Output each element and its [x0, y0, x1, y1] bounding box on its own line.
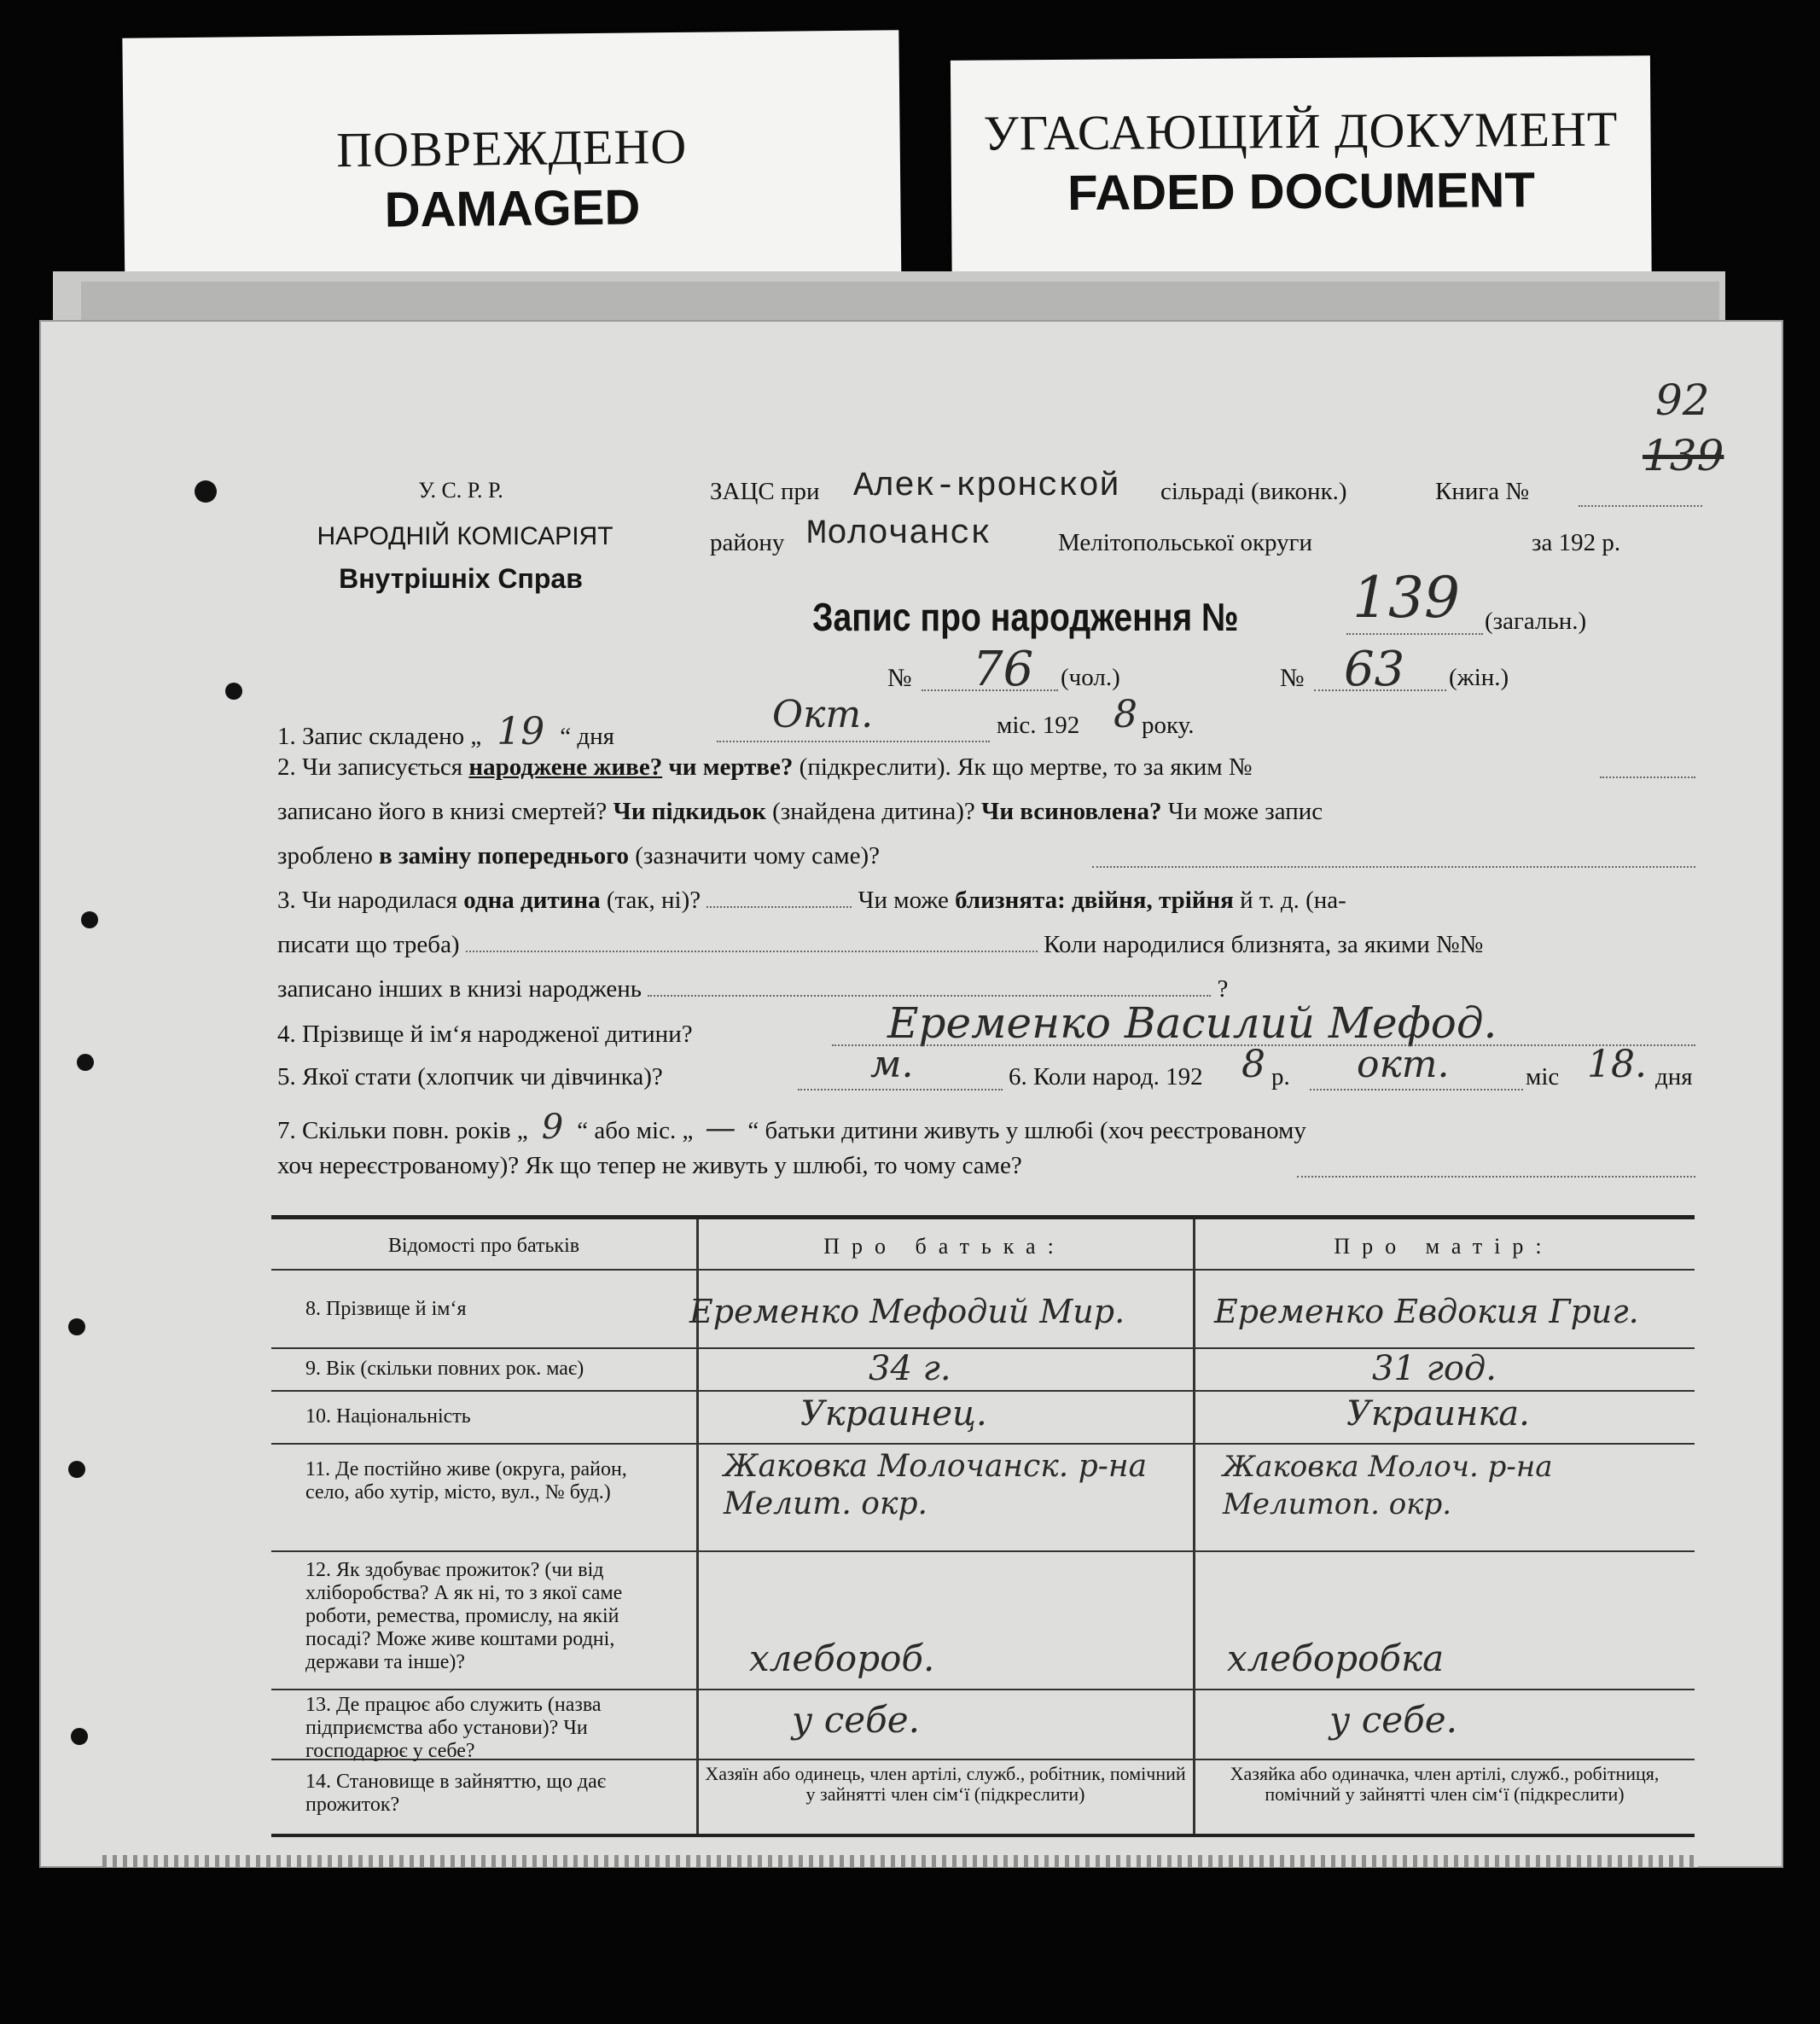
- q5-label: 5. Якої стати (хлопчик чи дівчинка)?: [277, 1063, 663, 1091]
- q2-dead: чи мертве?: [668, 753, 794, 781]
- q1-suffix: міс. 192: [997, 712, 1080, 739]
- record-general-suffix: (загальн.): [1485, 608, 1587, 635]
- q2-line1: [277, 753, 1698, 782]
- faded-label-en: FADED DOCUMENT: [1067, 162, 1536, 221]
- mother-status: Хазяйка або одиначка, член артілі, служб., робітниця, помічний у зайнятті член сім‘ї (підкреслити): [1230, 1763, 1660, 1805]
- child-sex: м.: [870, 1043, 914, 1086]
- record-title: Запис про народження №: [812, 595, 1239, 639]
- q6-label: 6. Коли народ. 192: [1009, 1063, 1203, 1091]
- punch-hole: [68, 1461, 85, 1478]
- female-number-label: №: [1280, 664, 1305, 692]
- q1-year: 8: [1114, 693, 1137, 736]
- commissariat-heading: НАРОДНІЙ КОМІСАРІЯТ: [317, 522, 613, 550]
- table-header-mother: Про матір:: [1334, 1234, 1554, 1259]
- q3-may: Чи може: [858, 887, 949, 914]
- row11-label: 11. Де постійно живе (округа, район, село, або хутір, місто, вул., № буд.): [305, 1458, 627, 1503]
- q3-question-mark: ?: [1217, 975, 1229, 1003]
- q2-reason: (зазначити чому саме)?: [635, 842, 880, 870]
- q2-alive: народжене живе?: [468, 753, 663, 781]
- marriage-months: —: [705, 1111, 736, 1146]
- zags-village: Алек-кронской: [853, 468, 1120, 506]
- q1-month: Окт.: [772, 693, 874, 736]
- punch-hole: [71, 1728, 88, 1745]
- corner-number-top: 92: [1655, 375, 1710, 425]
- row14-label: 14. Становище в зайняттю, що дає прожиток?: [305, 1771, 607, 1816]
- q2-text: 2. Чи записується: [277, 753, 463, 781]
- q2-text-b: (підкреслити). Як що мертве, то за яким №: [799, 753, 1253, 781]
- q2-made: зроблено: [277, 842, 373, 870]
- perforated-edge: [102, 1855, 1698, 1867]
- q2-replacement: в заміну попереднього: [379, 842, 630, 870]
- father-name: Еременко Мефодий Мир.: [689, 1293, 1125, 1330]
- birth-year: 8: [1241, 1043, 1265, 1086]
- q3-others: записано інших в книзі народжень: [277, 975, 642, 1003]
- father-age: 34 г.: [869, 1349, 951, 1388]
- q6-mis: міс: [1526, 1063, 1560, 1091]
- mother-name: Еременко Евдокия Григ.: [1214, 1293, 1639, 1330]
- birth-month: окт.: [1357, 1043, 1450, 1086]
- punch-hole: [77, 1054, 94, 1071]
- damaged-label: [122, 30, 901, 310]
- father-workplace: у себе.: [792, 1699, 920, 1741]
- q7-years-label: 7. Скільки повн. років „: [277, 1117, 528, 1144]
- usrr-heading: У. С. Р. Р.: [418, 478, 503, 503]
- male-number-label: №: [887, 664, 912, 692]
- zags-suffix: сільраді (виконк.): [1160, 478, 1347, 505]
- q1-row: [277, 710, 1698, 753]
- mother-age: 31 год.: [1372, 1349, 1497, 1388]
- female-suffix: (жін.): [1449, 664, 1509, 691]
- q7-not-married: хоч нереєстрованому)? Як що тепер не живуть у шлюбі, то чому саме?: [277, 1152, 1022, 1179]
- corner-number-bottom: 139: [1643, 431, 1724, 480]
- q3-single: одна дитина: [463, 887, 601, 914]
- damaged-label-en: DAMAGED: [384, 179, 641, 238]
- male-number: 76: [973, 642, 1034, 697]
- q3-when-twins: Коли народилися близнята, за якими №№: [1044, 931, 1484, 958]
- internal-affairs-heading: Внутрішніх Справ: [339, 563, 583, 594]
- q3-yes-no: (так, ні)?: [606, 887, 701, 914]
- mother-occupation: хлеборобка: [1227, 1637, 1445, 1679]
- rayon-value: Молочанск: [806, 515, 991, 554]
- q2-found: (знайдена дитина)?: [772, 798, 975, 825]
- q3-etc: й т. д. (на-: [1240, 887, 1346, 914]
- punch-hole: [225, 683, 242, 700]
- q1-day: 19: [497, 710, 545, 753]
- row12-label: 12. Як здобуває прожиток? (чи від хліборобства? А як ні, то з якої саме роботи, ремества, промислу, на якій посаді? Може живе коштами родні, держави та інше)?: [305, 1559, 623, 1673]
- birth-day: 18.: [1587, 1043, 1647, 1086]
- parents-table: [271, 1215, 1695, 1837]
- damaged-label-ru: ПОВРЕЖДЕНО: [335, 118, 688, 178]
- book-label: Книга №: [1435, 478, 1530, 505]
- row9-label: 9. Вік (скільки повних рок. має): [305, 1358, 584, 1380]
- q6-r: р.: [1271, 1063, 1290, 1091]
- mother-nationality: Украинка.: [1346, 1394, 1530, 1434]
- record-number: 139: [1352, 565, 1460, 631]
- father-residence: Жаковка Молочанск. р-на Мелит. окр.: [724, 1449, 1148, 1521]
- q4-label: 4. Прізвище й ім‘я народженої дитини?: [277, 1021, 693, 1048]
- q3-line1: [277, 887, 1698, 915]
- father-occupation: хлебороб.: [749, 1637, 935, 1679]
- punch-hole: [81, 911, 98, 928]
- male-suffix: (чол.): [1061, 664, 1120, 691]
- q1-prefix: 1. Запис складено „: [277, 723, 482, 750]
- father-status: Хазяїн або одинець, член артілі, служб., робітник, помічний у зайнятті член сім‘ї (підкреслити): [705, 1763, 1186, 1805]
- q2-foundling: Чи підкидьок: [613, 798, 766, 825]
- table-header-father: Про батька:: [823, 1234, 1066, 1259]
- q1-end: року.: [1142, 712, 1195, 739]
- row13-label: 13. Де працює або служить (назва підприємства або установи)? Чи господарює у себе?: [305, 1694, 602, 1762]
- q7-line1: [277, 1108, 1698, 1147]
- q7-months-label: “ або міс. „: [577, 1117, 694, 1144]
- father-nationality: Украинец.: [800, 1394, 987, 1434]
- child-name: Еременко Василий Мефод.: [887, 998, 1497, 1048]
- faded-label-ru: УГАСАЮЩИЙ ДОКУМЕНТ: [983, 101, 1619, 161]
- q7-marriage-text: “ батьки дитини живуть у шлюбі (хоч реєстрованому: [747, 1117, 1306, 1144]
- q2-adopted: Чи всиновлена?: [981, 798, 1162, 825]
- female-number: 63: [1344, 642, 1405, 697]
- mother-workplace: у себе.: [1329, 1699, 1457, 1741]
- q3-text: 3. Чи народилася: [277, 887, 458, 914]
- punch-hole: [195, 480, 217, 503]
- q3-twins: близнята: двійня, трійня: [955, 887, 1234, 914]
- q2-death-book: записано його в книзі смертей?: [277, 798, 608, 825]
- q2-may: Чи може запис: [1167, 798, 1323, 825]
- q2-line2: [277, 798, 1698, 826]
- table-header-info: Відомості про батьків: [387, 1235, 580, 1257]
- row10-label: 10. Національність: [305, 1405, 471, 1428]
- q3-write: писати що треба): [277, 931, 460, 958]
- q1-mid: “ дня: [560, 723, 614, 750]
- q6-dnya: дня: [1655, 1063, 1693, 1091]
- okruga-label: Мелітопольської округи: [1058, 529, 1313, 556]
- zags-prefix: ЗАЦС при: [710, 478, 820, 505]
- q3-line2: [277, 931, 1698, 959]
- for-year-label: за 192 р.: [1532, 529, 1621, 556]
- rayon-prefix: району: [710, 529, 785, 556]
- row8-label: 8. Прізвище й ім‘я: [305, 1298, 467, 1320]
- marriage-years: 9: [541, 1108, 564, 1147]
- mother-residence: Жаковка Молоч. р-на Мелитоп. окр.: [1223, 1450, 1553, 1521]
- punch-hole: [68, 1318, 85, 1335]
